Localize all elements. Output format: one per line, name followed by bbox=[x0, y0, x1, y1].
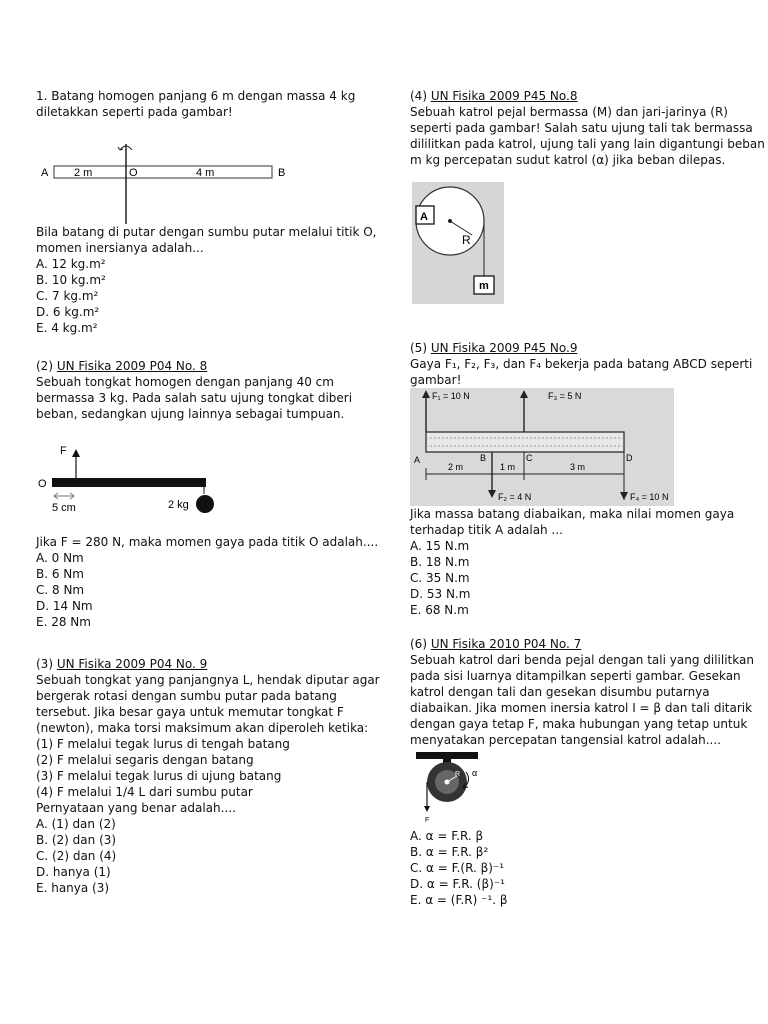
q4-pulley-diagram bbox=[410, 168, 740, 318]
q3-line: tersebut. Jika besar gaya untuk memutar tongkat F bbox=[36, 705, 344, 719]
q4-pulley-figure bbox=[410, 168, 750, 318]
q2-lever-diagram bbox=[36, 422, 336, 534]
q1-rod-diagram bbox=[36, 120, 336, 224]
question-5 bbox=[410, 340, 753, 618]
q1-rod-figure bbox=[36, 120, 366, 224]
q5-label-f1: F₁ = 10 N bbox=[432, 391, 470, 401]
q4-line: dililitkan pada katrol, ujung tali yang lain digantungi beban bbox=[410, 137, 765, 151]
q6-label-r: R bbox=[455, 771, 461, 778]
q3-option-b: B. (2) dan (3) bbox=[36, 833, 117, 847]
q6-option-b: B. α = F.R. β² bbox=[410, 845, 489, 859]
q3-line: (4) F melalui 1/4 L dari sumbu putar bbox=[36, 785, 253, 799]
q6-option-e: E. α = (F.R) ⁻¹. β bbox=[410, 893, 508, 907]
q5-label-a: A bbox=[414, 455, 421, 465]
q3-line: Pernyataan yang benar adalah.... bbox=[36, 801, 236, 815]
q5-dist-3m: 3 m bbox=[570, 462, 586, 472]
q1-option-c: C. 7 kg.m² bbox=[36, 289, 99, 303]
q1-option-a: A. 12 kg.m² bbox=[36, 257, 106, 271]
q6-option-d: D. α = F.R. (β)⁻¹ bbox=[410, 877, 505, 891]
q5-label-b: B bbox=[480, 453, 487, 463]
q2-line: bermassa 3 kg. Pada salah satu ujung tongkat diberi bbox=[36, 391, 353, 405]
question-6 bbox=[410, 636, 754, 908]
q6-number: (6) bbox=[410, 637, 427, 651]
q6-line: pada sisi luarnya ditampilkan seperti gambar. Gesekan bbox=[410, 669, 741, 683]
q2-option-d: D. 14 Nm bbox=[36, 599, 93, 613]
q4-heading bbox=[410, 88, 750, 104]
q4-label-m: m bbox=[479, 280, 489, 292]
q5-option-d: D. 53 N.m bbox=[410, 587, 471, 601]
q2-number: (2) bbox=[36, 359, 53, 373]
q3-line: (1) F melalui tegak lurus di tengah batang bbox=[36, 737, 290, 751]
q1-line: 1. Batang homogen panjang 6 m dengan massa 4 kg bbox=[36, 89, 356, 103]
q5-label-d: D bbox=[626, 453, 633, 463]
q2-question: Jika F = 280 N, maka momen gaya pada titik O adalah.... bbox=[36, 535, 379, 549]
q5-forces-diagram bbox=[410, 388, 750, 506]
q2-mass-label: 2 kg bbox=[168, 499, 189, 511]
q1-option-d: D. 6 kg.m² bbox=[36, 305, 100, 319]
q1-option-b: B. 10 kg.m² bbox=[36, 273, 106, 287]
q6-source: UN Fisika 2010 P04 No. 7 bbox=[430, 637, 582, 651]
q3-number: (3) bbox=[36, 657, 53, 671]
q1-label-b: B bbox=[278, 167, 286, 179]
q6-option-a: A. α = F.R. β bbox=[410, 829, 484, 843]
question-2 bbox=[36, 358, 379, 630]
q1-line: diletakkan seperti pada gambar! bbox=[36, 105, 233, 119]
q3-line: (newton), maka torsi maksimum akan diperoleh ketika: bbox=[36, 721, 369, 735]
q5-dist-1m: 1 m bbox=[500, 462, 516, 472]
q3-option-e: E. hanya (3) bbox=[36, 881, 110, 895]
q5-option-e: E. 68 N.m bbox=[410, 603, 469, 617]
q3-heading bbox=[36, 656, 366, 672]
q3-source: UN Fisika 2009 P04 No. 9 bbox=[56, 657, 208, 671]
q4-line: seperti pada gambar! Salah satu ujung tali tak bermassa bbox=[410, 121, 753, 135]
q2-label-f: F bbox=[60, 445, 67, 457]
q5-body: Jika massa batang diabaikan, maka nilai momen gaya bbox=[410, 507, 735, 521]
q6-label-alpha: α bbox=[472, 768, 478, 778]
q5-heading bbox=[410, 340, 750, 356]
q5-source: UN Fisika 2009 P45 No.9 bbox=[430, 341, 578, 355]
q2-option-c: C. 8 Nm bbox=[36, 583, 85, 597]
q1-seg-2m: 2 m bbox=[74, 167, 93, 179]
q4-source: UN Fisika 2009 P45 No.8 bbox=[430, 89, 578, 103]
q6-pulley-figure bbox=[410, 748, 750, 828]
q1-seg-4m: 4 m bbox=[196, 167, 215, 179]
q6-pulley-diagram bbox=[410, 748, 740, 828]
q4-label-a: A bbox=[420, 211, 428, 223]
q4-line: Sebuah katrol pejal bermassa (M) dan jari-jarinya (R) bbox=[410, 105, 728, 119]
q5-option-c: C. 35 N.m bbox=[410, 571, 470, 585]
q5-label-c: C bbox=[526, 453, 533, 463]
q5-forces-figure bbox=[410, 388, 750, 506]
q5-option-b: B. 18 N.m bbox=[410, 555, 470, 569]
q2-heading bbox=[36, 358, 366, 374]
q6-line: menyatakan percepatan tangensial katrol adalah.... bbox=[410, 733, 721, 747]
q3-line: bergerak rotasi dengan sumbu putar pada batang bbox=[36, 689, 337, 703]
q1-label-a: A bbox=[41, 167, 49, 179]
q2-option-e: E. 28 Nm bbox=[36, 615, 91, 629]
q6-option-c: C. α = F.(R. β)⁻¹ bbox=[410, 861, 505, 875]
q2-line: Sebuah tongkat homogen dengan panjang 40 cm bbox=[36, 375, 334, 389]
q5-line: gambar! bbox=[410, 373, 462, 387]
q1-label-o: O bbox=[129, 167, 138, 179]
q5-label-f2: F₂ = 4 N bbox=[498, 492, 532, 502]
q3-option-d: D. hanya (1) bbox=[36, 865, 111, 879]
q5-option-a: A. 15 N.m bbox=[410, 539, 470, 553]
q6-line: Sebuah katrol dari benda pejal dengan tali yang dililitkan bbox=[410, 653, 754, 667]
q5-label-f4: F₄ = 10 N bbox=[630, 492, 669, 502]
q2-option-a: A. 0 Nm bbox=[36, 551, 84, 565]
q3-option-a: A. (1) dan (2) bbox=[36, 817, 116, 831]
q3-line: (3) F melalui tegak lurus di ujung batang bbox=[36, 769, 282, 783]
q3-line: (2) F melalui segaris dengan batang bbox=[36, 753, 254, 767]
q2-option-b: B. 6 Nm bbox=[36, 567, 84, 581]
q1-body: momen inersianya adalah... bbox=[36, 241, 204, 255]
q4-number: (4) bbox=[410, 89, 427, 103]
question-3 bbox=[36, 656, 380, 896]
q6-line: diabaikan. Jika momen inersia katrol I = β dan tali ditarik bbox=[410, 701, 753, 715]
q2-line: beban, sedangkan ujung lainnya sebagai tumpuan. bbox=[36, 407, 345, 421]
q5-number: (5) bbox=[410, 341, 427, 355]
q6-line: katrol dengan tali dan gesekan disumbu putarnya bbox=[410, 685, 710, 699]
q4-label-r: R bbox=[462, 233, 471, 247]
q5-body: terhadap titik A adalah ... bbox=[410, 523, 563, 537]
q4-line: m kg percepatan sudut katrol (α) jika beban dilepas. bbox=[410, 153, 726, 167]
question-1 bbox=[36, 88, 377, 336]
question-4 bbox=[410, 88, 765, 318]
q1-option-e: E. 4 kg.m² bbox=[36, 321, 98, 335]
q6-label-f: F bbox=[425, 817, 430, 824]
q3-option-c: C. (2) dan (4) bbox=[36, 849, 117, 863]
q1-body: Bila batang di putar dengan sumbu putar melalui titik O, bbox=[36, 225, 377, 239]
q2-label-o: O bbox=[38, 478, 47, 490]
q3-line: Sebuah tongkat yang panjangnya L, hendak diputar agar bbox=[36, 673, 380, 687]
left-column bbox=[36, 88, 380, 896]
q2-dist-label: 5 cm bbox=[52, 502, 76, 514]
q2-lever-figure bbox=[36, 422, 366, 534]
q2-source: UN Fisika 2009 P04 No. 8 bbox=[56, 359, 208, 373]
right-column bbox=[410, 88, 765, 908]
q6-line: dengan gaya tetap F, maka hubungan yang tetap untuk bbox=[410, 717, 748, 731]
q5-label-f3: F₃ = 5 N bbox=[548, 391, 582, 401]
q5-line: Gaya F₁, F₂, F₃, dan F₄ bekerja pada batang ABCD seperti bbox=[410, 357, 753, 371]
q6-heading bbox=[410, 636, 750, 652]
q5-dist-2m: 2 m bbox=[448, 462, 464, 472]
